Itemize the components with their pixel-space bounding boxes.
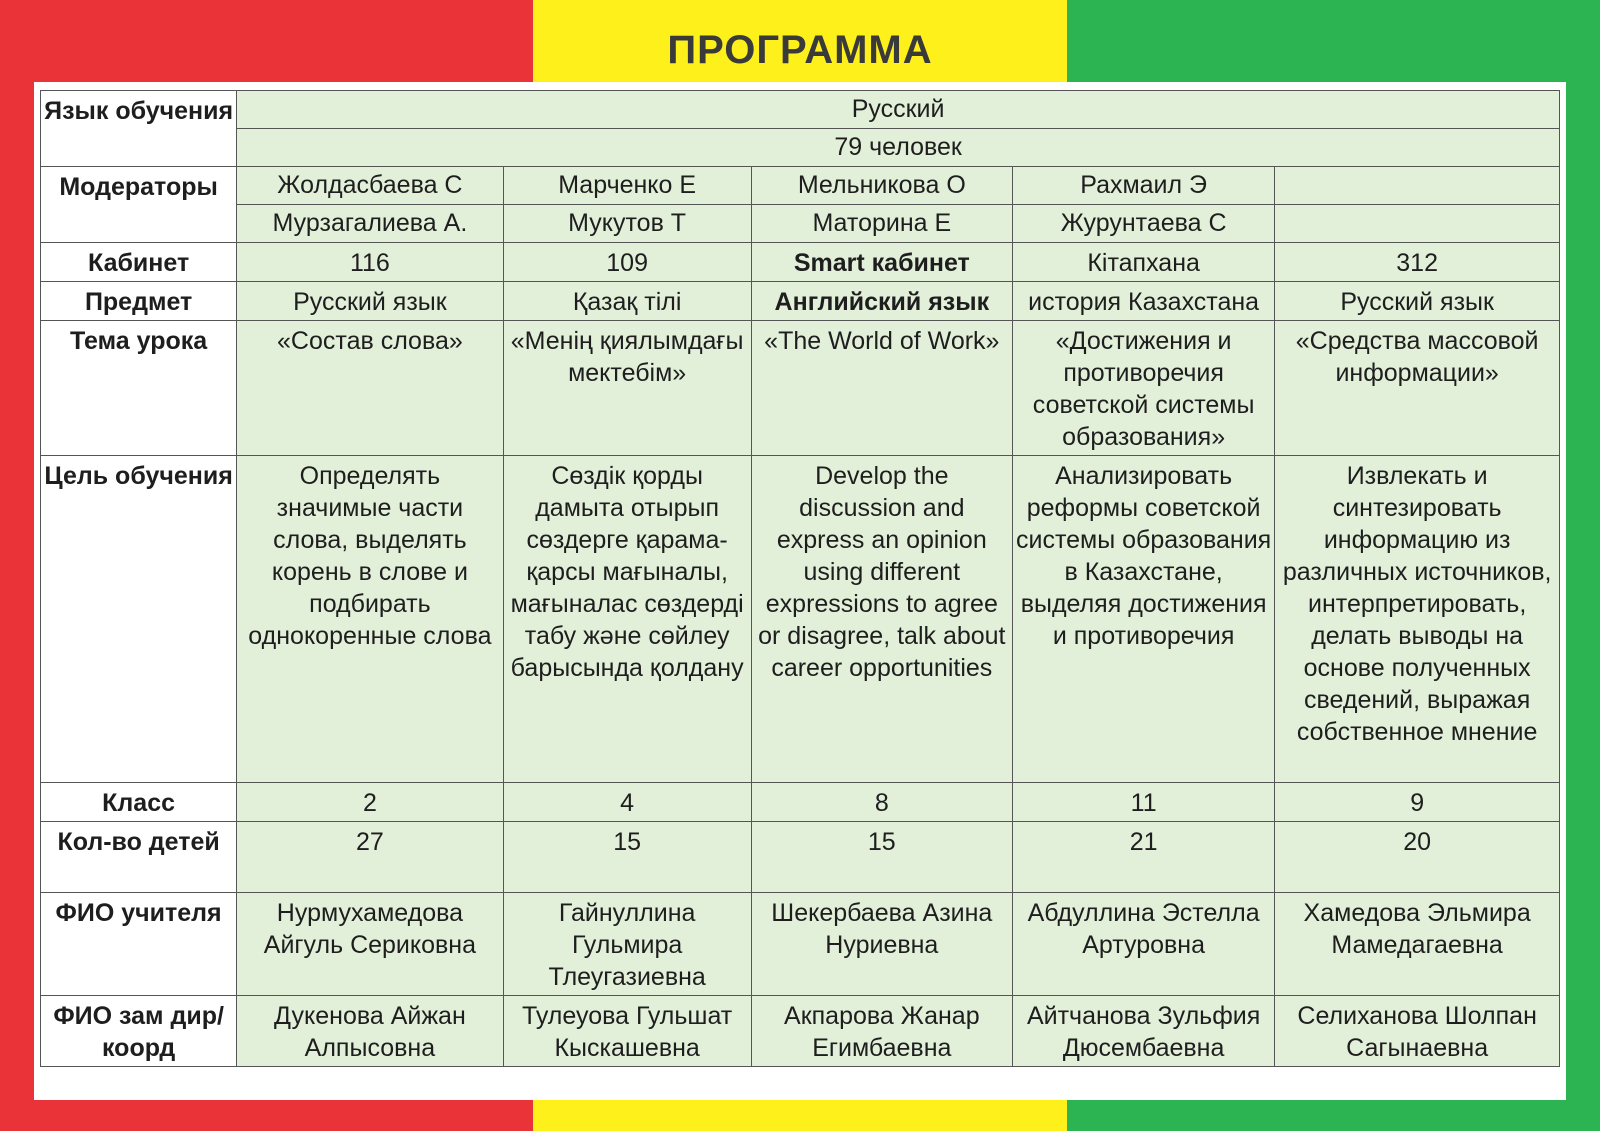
participants-cell: 79 человек	[237, 129, 1560, 167]
coordinator-cell: Айтчанова Зульфия Дюсембаевна	[1012, 996, 1274, 1067]
topic-cell: «The World of Work»	[751, 321, 1012, 456]
topic-cell: «Достижения и противоречия советской системы образования»	[1012, 321, 1274, 456]
goal-cell: Анализировать реформы советской системы образования в Казахстане, выделяя достижения и противоречия	[1012, 456, 1274, 783]
subject-cell: история Казахстана	[1012, 282, 1274, 321]
table-row	[41, 822, 1560, 893]
grade-cell: 2	[237, 783, 503, 822]
cabinet-cell: 116	[237, 243, 503, 282]
grade-cell: 4	[503, 783, 751, 822]
moderator-cell: Марченко Е	[503, 167, 751, 205]
label-teacher: ФИО учителя	[41, 893, 237, 996]
label-subject: Предмет	[41, 282, 237, 321]
coordinator-cell: Тулеуова Гульшат Кыскашевна	[503, 996, 751, 1067]
label-moderators: Модераторы	[41, 167, 237, 243]
grade-cell: 9	[1275, 783, 1560, 822]
grade-cell: 11	[1012, 783, 1274, 822]
moderator-cell	[1275, 167, 1560, 205]
topic-cell: «Средства массовой информации»	[1275, 321, 1560, 456]
kids-cell: 20	[1275, 822, 1560, 893]
table-row	[41, 996, 1560, 1067]
kids-cell: 15	[503, 822, 751, 893]
coordinator-cell: Дукенова Айжан Алпысовна	[237, 996, 503, 1067]
teacher-cell: Нурмухамедова Айгуль Сериковна	[237, 893, 503, 996]
label-topic: Тема урока	[41, 321, 237, 456]
subject-cell: Русский язык	[1275, 282, 1560, 321]
cabinet-cell: Кітапхана	[1012, 243, 1274, 282]
topic-cell: «Состав слова»	[237, 321, 503, 456]
table-row	[41, 456, 1560, 783]
label-goal: Цель обучения	[41, 456, 237, 783]
table-row	[41, 893, 1560, 996]
moderator-cell: Мельникова О	[751, 167, 1012, 205]
grade-cell: 8	[751, 783, 1012, 822]
coordinator-cell: Селиханова Шолпан Сагынаевна	[1275, 996, 1560, 1067]
table-row	[41, 129, 1560, 167]
subject-cell: Английский язык	[751, 282, 1012, 321]
label-grade: Класс	[41, 783, 237, 822]
moderator-cell: Журунтаева С	[1012, 205, 1274, 243]
kids-cell: 27	[237, 822, 503, 893]
teacher-cell: Гайнуллина Гульмира Тлеугазиевна	[503, 893, 751, 996]
topic-cell: «Менің қиялымдағы мектебім»	[503, 321, 751, 456]
coordinator-cell: Акпарова Жанар Егимбаевна	[751, 996, 1012, 1067]
label-cabinet: Кабинет	[41, 243, 237, 282]
subject-cell: Русский язык	[237, 282, 503, 321]
goal-cell: Сөздік қорды дамыта отырып сөздерге қарама-қарсы мағыналы, мағыналас сөздерді табу және сөйлеу барысында қолдану	[503, 456, 751, 783]
table-row	[41, 91, 1560, 129]
goal-cell: Определять значимые части слова, выделять корень в слове и подбирать однокоренные слова	[237, 456, 503, 783]
program-table	[40, 90, 1560, 1067]
goal-cell: Извлекать и синтезировать информацию из различных источников, интерпретировать, делать выводы на основе полученных сведений, выражая собственное мнение	[1275, 456, 1560, 783]
moderator-cell: Мурзагалиева А.	[237, 205, 503, 243]
table-row	[41, 167, 1560, 205]
cabinet-cell: 312	[1275, 243, 1560, 282]
teacher-cell: Шекербаева Азина Нуриевна	[751, 893, 1012, 996]
table-row	[41, 205, 1560, 243]
kids-cell: 15	[751, 822, 1012, 893]
moderator-cell: Рахмаил Э	[1012, 167, 1274, 205]
page-title: ПРОГРАММА	[667, 28, 933, 72]
table-row	[41, 321, 1560, 456]
table-row	[41, 282, 1560, 321]
cabinet-cell: Smart кабинет	[751, 243, 1012, 282]
teacher-cell: Хамедова Эльмира Мамедагаевна	[1275, 893, 1560, 996]
kids-cell: 21	[1012, 822, 1274, 893]
teacher-cell: Абдуллина Эстелла Артуровна	[1012, 893, 1274, 996]
moderator-cell: Маторина Е	[751, 205, 1012, 243]
subject-cell: Қазақ тілі	[503, 282, 751, 321]
table-row	[41, 243, 1560, 282]
language-cell: Русский	[237, 91, 1560, 129]
table-row	[41, 783, 1560, 822]
moderator-cell: Мукутов Т	[503, 205, 751, 243]
label-coordinator: ФИО зам дир/ коорд	[41, 996, 237, 1067]
moderator-cell	[1275, 205, 1560, 243]
goal-cell: Develop the discussion and express an opinion using different expressions to agree or disagree, talk about career opportunities	[751, 456, 1012, 783]
label-kids: Кол-во детей	[41, 822, 237, 893]
cabinet-cell: 109	[503, 243, 751, 282]
label-language: Язык обучения	[41, 91, 237, 167]
moderator-cell: Жолдасбаева С	[237, 167, 503, 205]
